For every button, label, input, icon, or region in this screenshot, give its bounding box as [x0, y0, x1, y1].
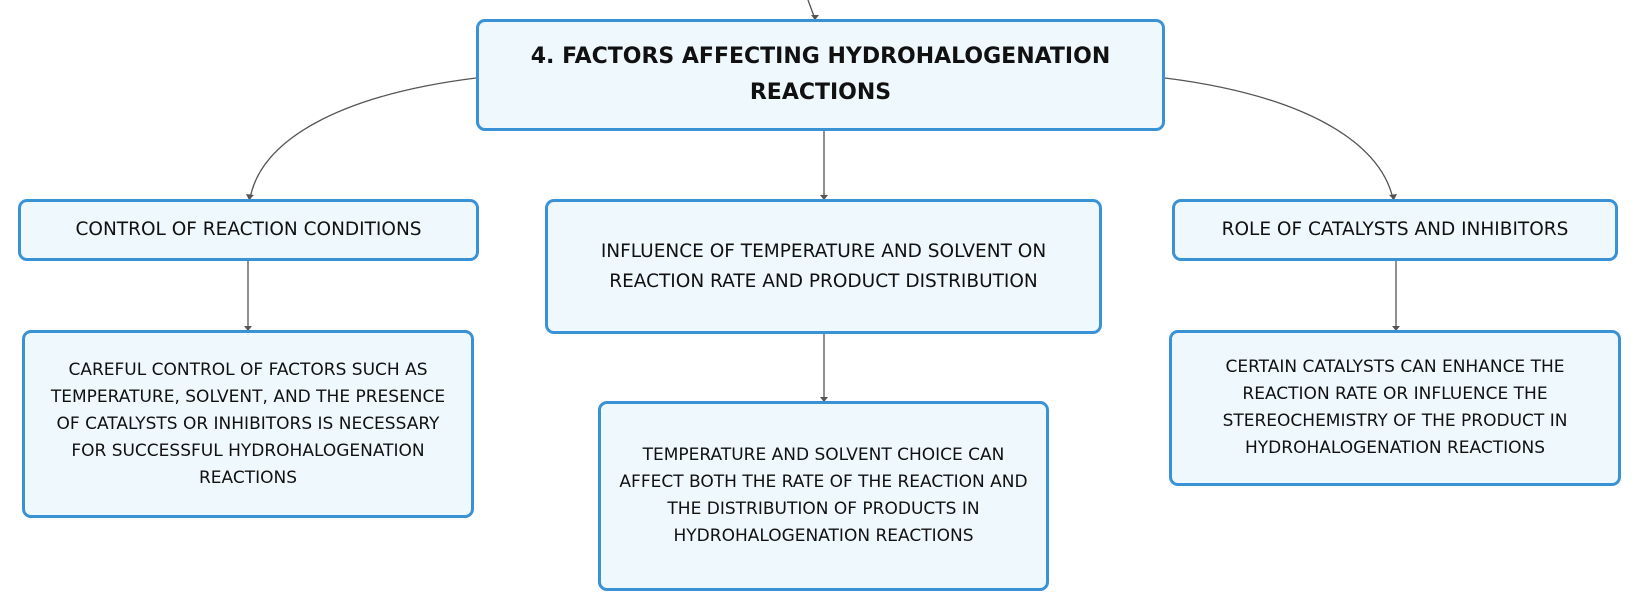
branch-node-catalysts-inhibitors[interactable] — [1172, 199, 1618, 261]
root-node[interactable] — [476, 19, 1165, 131]
connector-root-to-left-branch — [250, 78, 476, 199]
branch-node-label: INFLUENCE OF TEMPERATURE AND SOLVENT ON REACTION RATE AND PRODUCT DISTRIBUTION — [600, 240, 1047, 292]
detail-node-catalysts-inhibitors[interactable] — [1169, 330, 1621, 486]
branch-node-label: ROLE OF CATALYSTS AND INHIBITORS — [1221, 219, 1569, 240]
branch-node-temperature-solvent[interactable] — [545, 199, 1102, 334]
root-node-label: 4. FACTORS AFFECTING HYDROHALOGENATION REACTIONS — [530, 44, 1111, 105]
detail-node-text: CERTAIN CATALYSTS CAN ENHANCE THE REACTION RATE OR INFLUENCE THE STEREOCHEMISTRY OF THE PRODUCT IN HYDROHALOGENATION REACTIONS — [1222, 357, 1568, 458]
connector-root-to-right-branch — [1165, 78, 1393, 199]
detail-node-reaction-conditions[interactable] — [22, 330, 474, 518]
branch-node-reaction-conditions[interactable] — [18, 199, 479, 261]
detail-node-text: CAREFUL CONTROL OF FACTORS SUCH AS TEMPERATURE, SOLVENT, AND THE PRESENCE OF CATALYSTS OR INHIBITORS IS NECESSARY FOR SUCCESSFUL HYDROHALOGENATION REACTIONS — [50, 359, 446, 488]
branch-node-label: CONTROL OF REACTION CONDITIONS — [75, 219, 422, 240]
detail-node-temperature-solvent[interactable] — [598, 401, 1049, 591]
detail-node-text: TEMPERATURE AND SOLVENT CHOICE CAN AFFECT BOTH THE RATE OF THE REACTION AND THE DISTRIBUTION OF PRODUCTS IN HYDROHALOGENATION REACTIONS — [619, 445, 1028, 546]
